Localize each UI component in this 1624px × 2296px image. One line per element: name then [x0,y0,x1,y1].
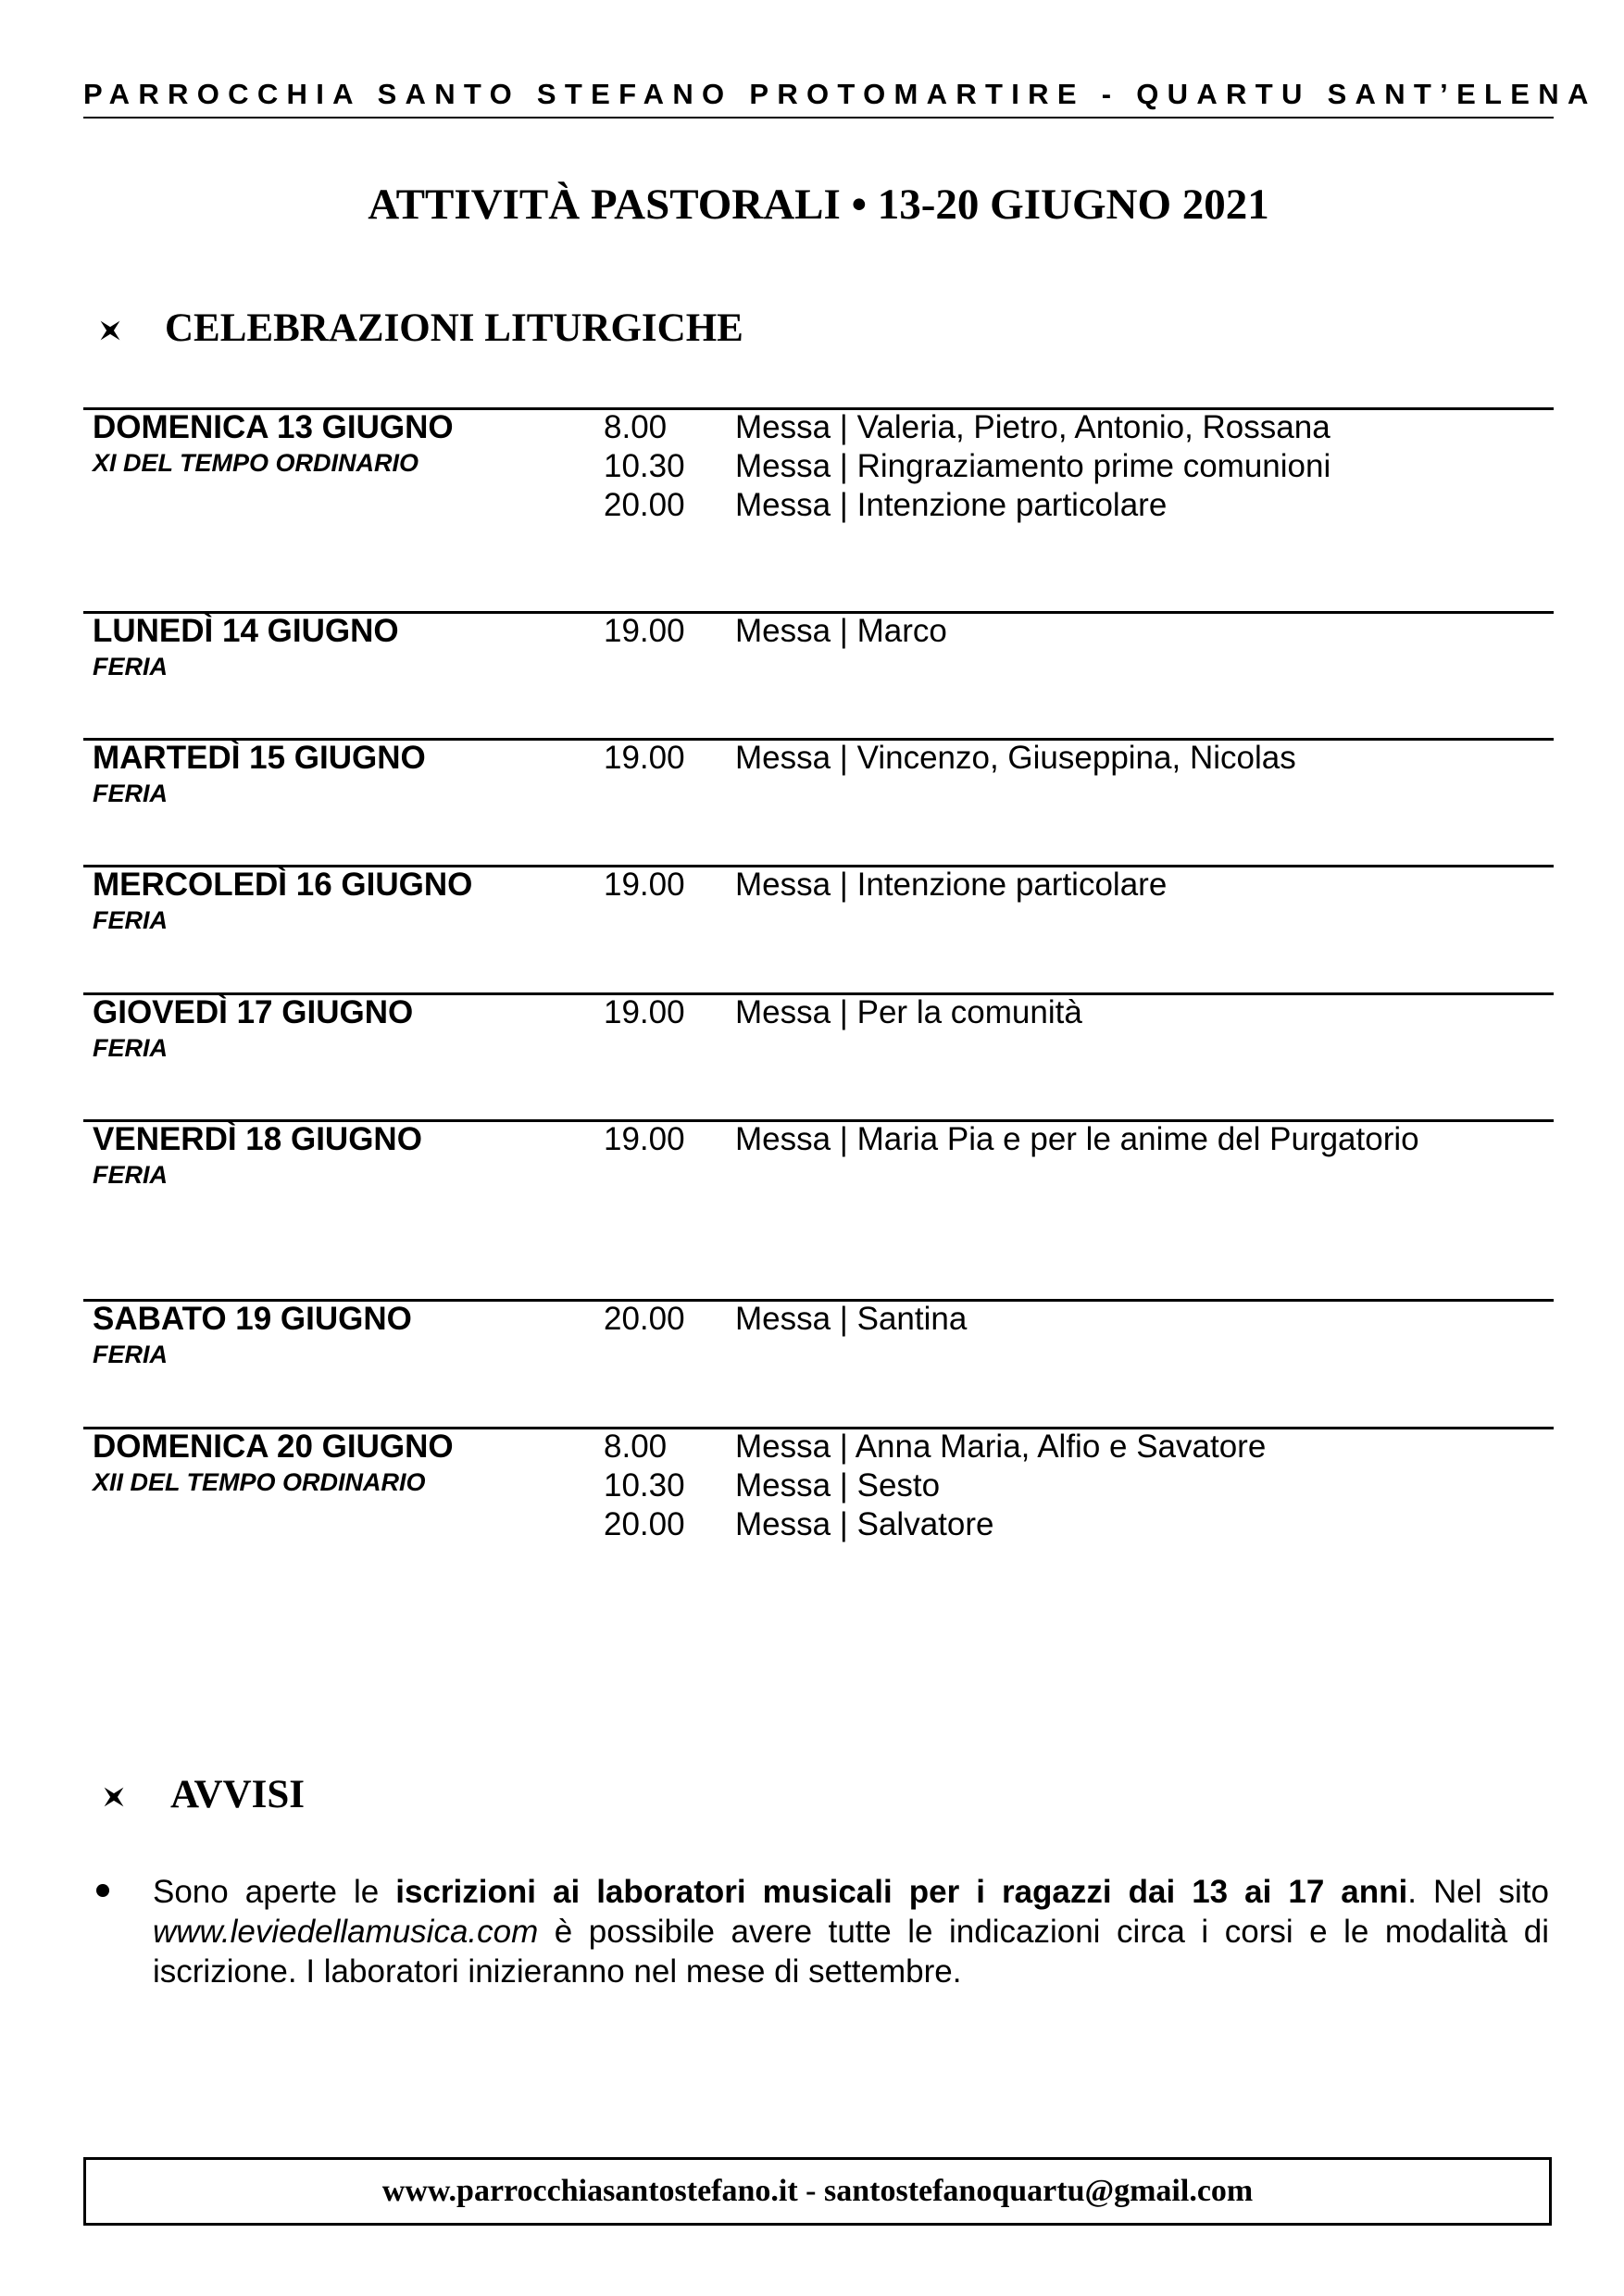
day-name: MARTEDÌ 15 GIUGNO [93,740,426,776]
day-subtitle: FERIA [93,1161,168,1189]
notice-text [153,1872,1549,1991]
day-subtitle: FERIA [93,1341,168,1368]
event-time: 20.00 [604,487,685,523]
event-time: 19.00 [604,740,685,776]
event-description: Messa | Per la comunità [735,994,1082,1030]
event-time: 19.00 [604,613,685,649]
day-subtitle: FERIA [93,906,168,934]
day-name: DOMENICA 20 GIUGNO [93,1429,454,1465]
footer-contacts: www.parrocchiasantostefano.it - santostefanoquartu@gmail.com [381,2174,1254,2208]
day-subtitle: FERIA [93,780,168,807]
event-description: Messa | Valeria, Pietro, Antonio, Rossana [735,409,1330,445]
day-name: SABATO 19 GIUGNO [93,1301,412,1337]
day-name: VENERDÌ 18 GIUGNO [93,1121,422,1157]
day-subtitle: FERIA [93,653,168,680]
event-description: Messa | Marco [735,613,947,649]
event-description: Messa | Intenzione particolare [735,487,1168,523]
day-name: LUNEDÌ 14 GIUGNO [93,613,399,649]
event-description: Messa | Vincenzo, Giuseppina, Nicolas [735,740,1296,776]
event-time: 8.00 [604,409,668,445]
event-time: 20.00 [604,1301,685,1337]
bullet-icon [96,1884,109,1897]
event-time: 19.00 [604,994,685,1030]
event-description: Messa | Sesto [735,1467,941,1504]
event-description: Messa | Anna Maria, Alfio e Savatore [735,1429,1267,1465]
star-icon [102,1785,126,1809]
day-subtitle: XI DEL TEMPO ORDINARIO [93,449,419,477]
event-time: 8.00 [604,1429,668,1465]
event-description: Messa | Intenzione particolare [735,867,1168,903]
day-subtitle: FERIA [93,1034,168,1062]
event-time: 20.00 [604,1506,685,1542]
day-name: DOMENICA 13 GIUGNO [93,409,454,445]
event-time: 19.00 [604,867,685,903]
event-time: 10.30 [604,1467,685,1504]
notice-after-bold: . Nel sito [1407,1874,1549,1910]
notice-after-link: è possibile avere tutte le indicazioni circa i corsi e le modalità di iscrizione. I laboratori inizieranno nel mese di settembre. [153,1914,1549,1990]
day-name: GIOVEDÌ 17 GIUGNO [93,994,414,1030]
parish-header: PARROCCHIA SANTO STEFANO PROTOMARTIRE - QUARTU SANT’ELENA [83,78,1597,110]
event-description: Messa | Ringraziamento prime comunioni [735,448,1331,484]
page-title: ATTIVITÀ PASTORALI • 13-20 GIUGNO 2021 [368,181,1269,229]
event-description: Messa | Santina [735,1301,968,1337]
notices-title: AVVISI [170,1773,305,1816]
footer-box [83,2157,1552,2226]
day-subtitle: XII DEL TEMPO ORDINARIO [93,1468,426,1496]
notice-link[interactable]: www.leviedellamusica.com [153,1914,539,1950]
celebrations-title: CELEBRAZIONI LITURGICHE [165,306,743,350]
event-description: Messa | Salvatore [735,1506,994,1542]
event-time: 10.30 [604,448,685,484]
notice-bold: iscrizioni ai laboratori musicali per i ragazzi dai 13 ai 17 anni [395,1874,1408,1910]
event-description: Messa | Maria Pia e per le anime del Purgatorio [735,1121,1419,1157]
day-name: MERCOLEDÌ 16 GIUGNO [93,867,473,903]
event-time: 19.00 [604,1121,685,1157]
notice-before: Sono aperte le [153,1874,396,1910]
